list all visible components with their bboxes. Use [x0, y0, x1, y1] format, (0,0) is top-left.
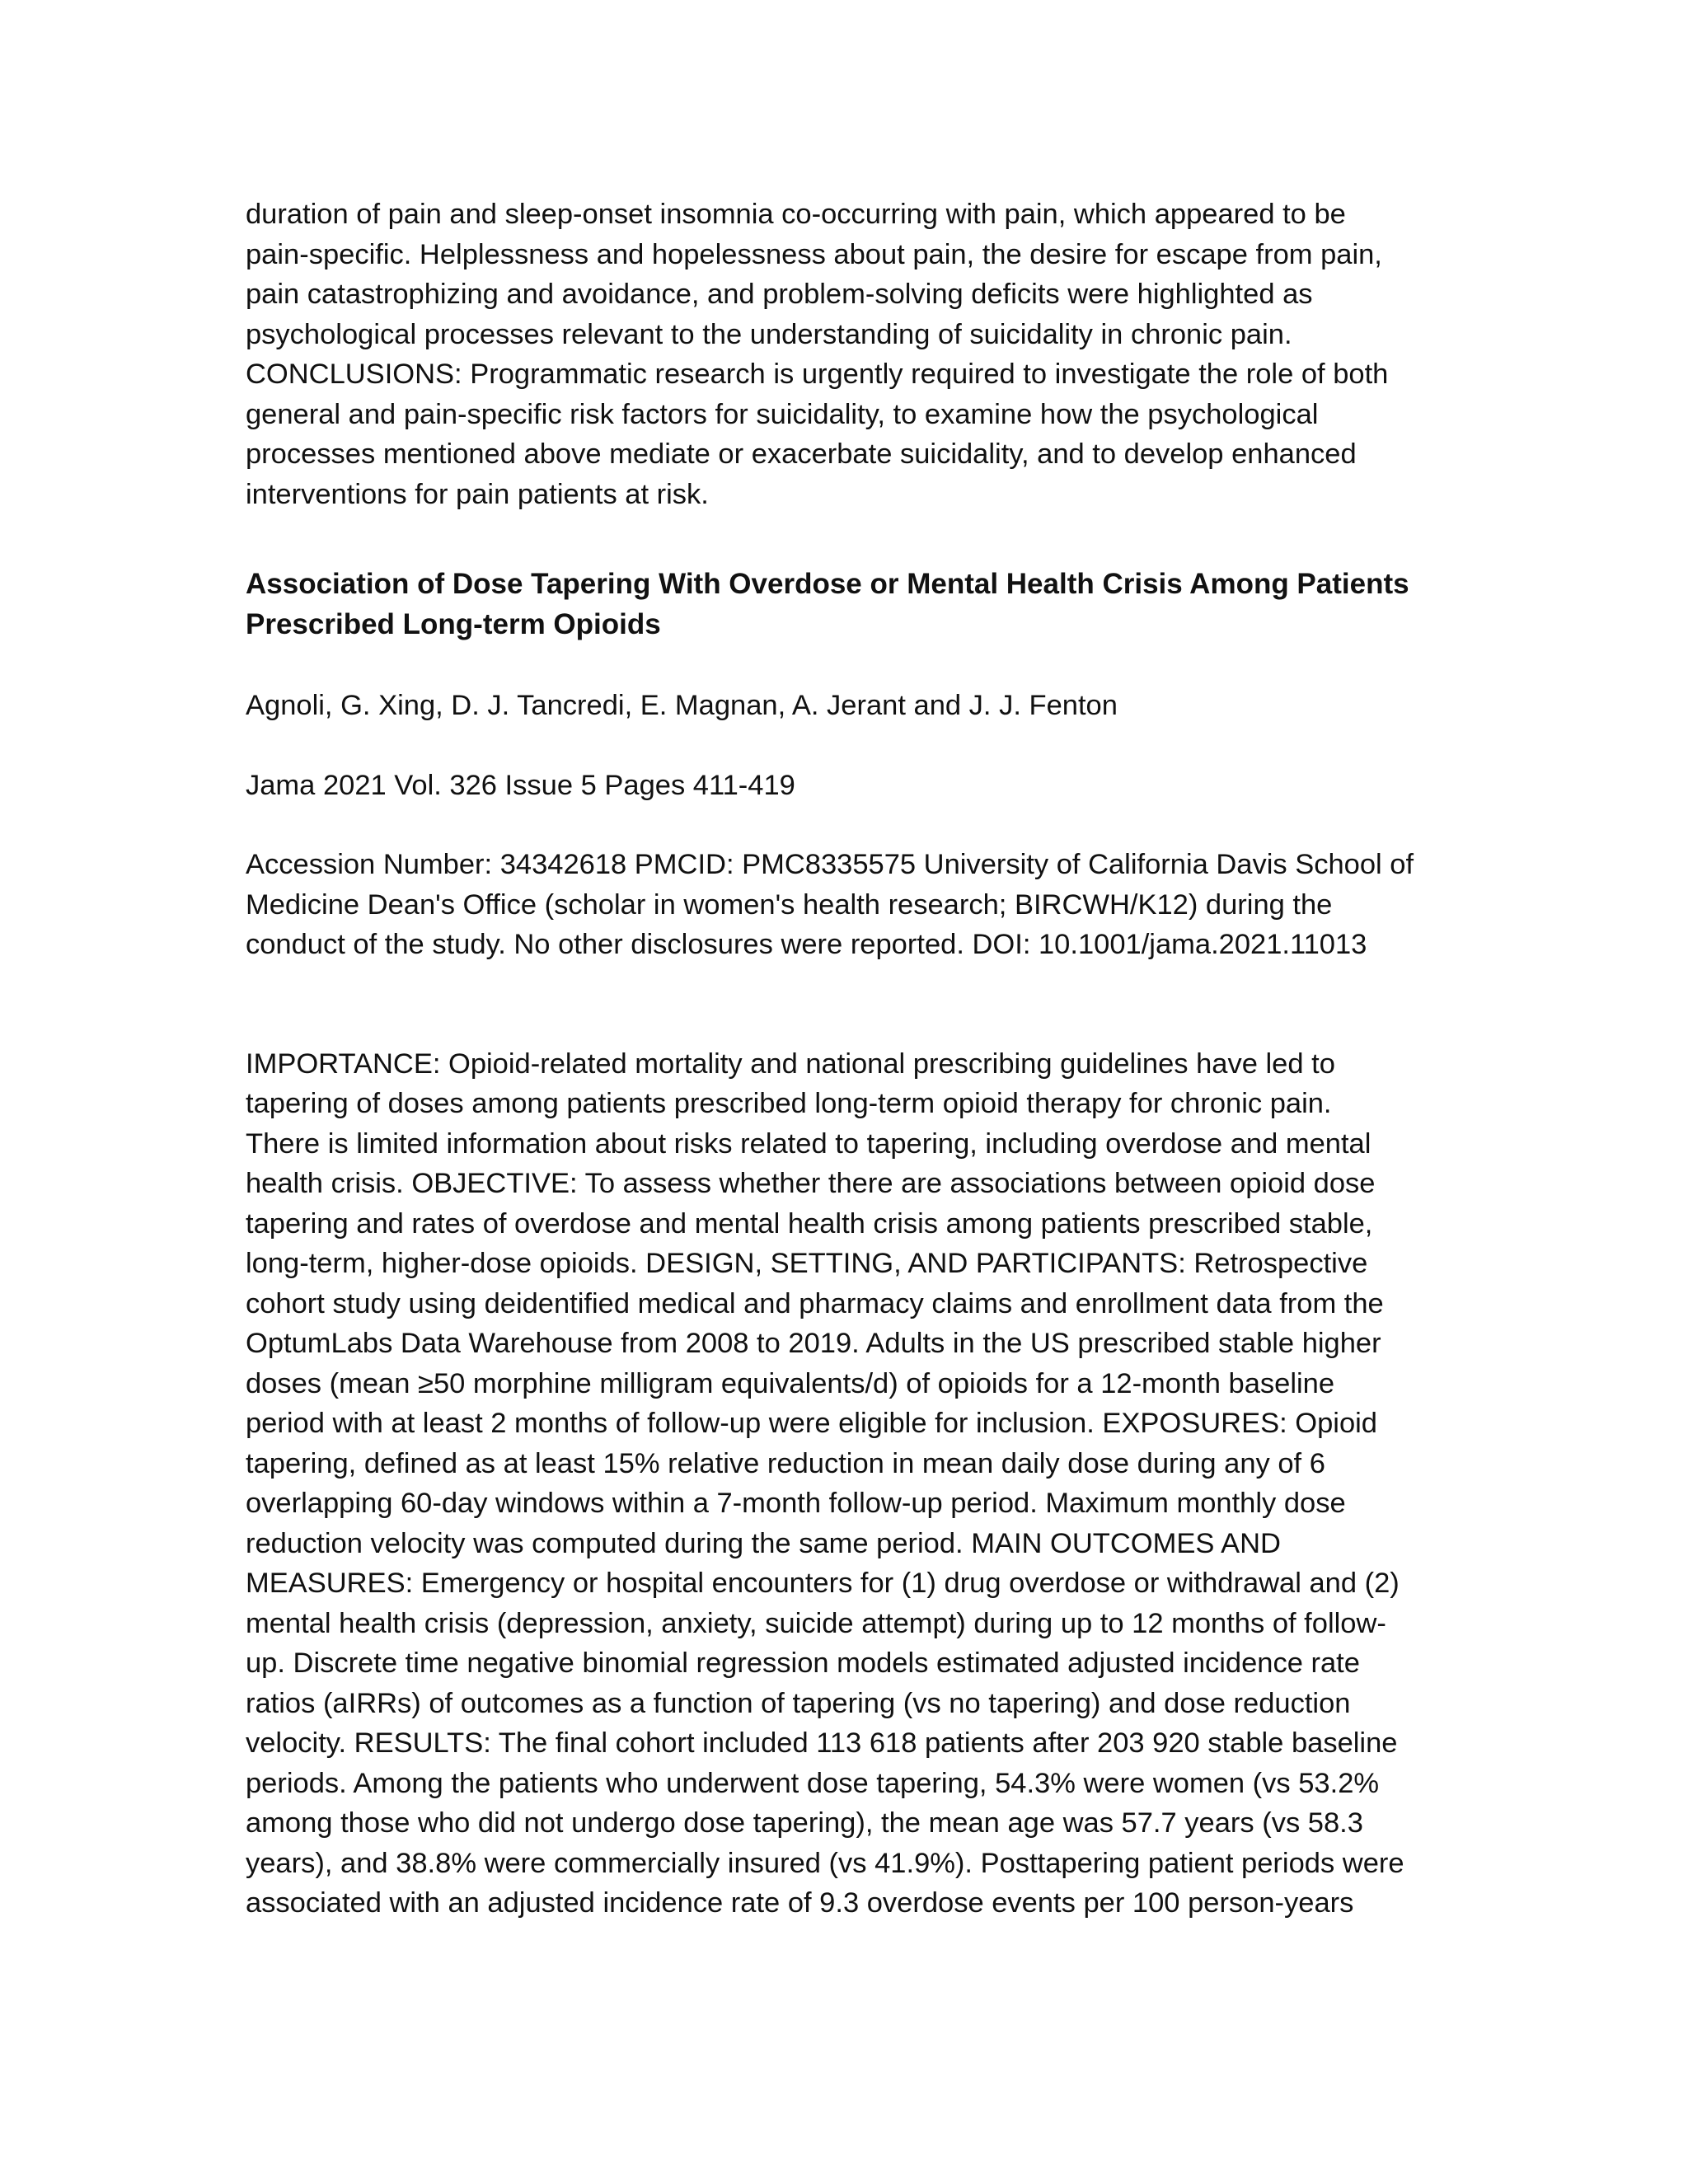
text-line: duration of pain and sleep-onset insomnia co-occurring with pain, which appeared to be [246, 199, 1346, 230]
text-line: doses (mean ≥50 morphine milligram equivalents/d) of opioids for a 12-month baseline [246, 1367, 1335, 1399]
text-line: OptumLabs Data Warehouse from 2008 to 2019. Adults in the US prescribed stable higher [246, 1328, 1381, 1359]
title-line: Prescribed Long-term Opioids [246, 608, 661, 640]
text-line: processes mentioned above mediate or exacerbate suicidality, and to develop enhanced [246, 438, 1357, 470]
text-line: velocity. RESULTS: The final cohort included 113 618 patients after 203 920 stable baseline [246, 1727, 1398, 1759]
text-line: up. Discrete time negative binomial regression models estimated adjusted incidence rate [246, 1647, 1360, 1679]
article-abstract [246, 1044, 1465, 1924]
text-line: reduction velocity was computed during the same period. MAIN OUTCOMES AND [246, 1527, 1281, 1559]
text-line: tapering and rates of overdose and mental health crisis among patients prescribed stable, [246, 1207, 1373, 1240]
text-line: mental health crisis (depression, anxiety, suicide attempt) during up to 12 months of follow- [246, 1607, 1386, 1639]
text-line: health crisis. OBJECTIVE: To assess whether there are associations between opioid dose [246, 1168, 1376, 1199]
text-line: tapering, defined as at least 15% relative reduction in mean daily dose during any of 6 [246, 1447, 1325, 1479]
text-line: cohort study using deidentified medical and pharmacy claims and enrollment data from the [246, 1287, 1384, 1319]
text-line: conduct of the study. No other disclosures were reported. DOI: 10.1001/jama.2021.11013 [246, 929, 1367, 960]
text-line: pain catastrophizing and avoidance, and problem-solving deficits were highlighted as [246, 279, 1313, 310]
document-page [246, 194, 1465, 1924]
text-line: Accession Number: 34342618 PMCID: PMC8335575 University of California Davis School of [246, 849, 1414, 880]
previous-abstract-continuation [246, 194, 1465, 514]
text-line: psychological processes relevant to the understanding of suicidality in chronic pain. [246, 318, 1292, 350]
text-line: CONCLUSIONS: Programmatic research is urgently required to investigate the role of both [246, 359, 1389, 390]
text-line: years), and 38.8% were commercially insured (vs 41.9%). Posttapering patient periods were [246, 1847, 1404, 1879]
text-line: overlapping 60-day windows within a 7-month follow-up period. Maximum monthly dose [246, 1488, 1346, 1519]
article-authors: Agnoli, G. Xing, D. J. Tancredi, E. Magnan, A. Jerant and J. J. Fenton [246, 690, 1118, 721]
text-line: general and pain-specific risk factors for suicidality, to examine how the psychological [246, 398, 1319, 430]
text-line: among those who did not undergo dose tapering), the mean age was 57.7 years (vs 58.3 [246, 1807, 1363, 1839]
article-source: Jama 2021 Vol. 326 Issue 5 Pages 411-419 [246, 769, 795, 801]
text-line: Medicine Dean's Office (scholar in women's health research; BIRCWH/K12) during the [246, 888, 1333, 921]
text-line: ratios (aIRRs) of outcomes as a function of tapering (vs no tapering) and dose reduction [246, 1687, 1351, 1719]
article-title [246, 564, 1465, 644]
article-accession-info [246, 845, 1465, 965]
text-line: MEASURES: Emergency or hospital encounters for (1) drug overdose or withdrawal and (2) [246, 1568, 1400, 1599]
title-line: Association of Dose Tapering With Overdose or Mental Health Crisis Among Patients [246, 568, 1409, 600]
text-line: long-term, higher-dose opioids. DESIGN, SETTING, AND PARTICIPANTS: Retrospective [246, 1248, 1368, 1279]
text-line: There is limited information about risks related to tapering, including overdose and mental [246, 1127, 1372, 1160]
text-line: IMPORTANCE: Opioid-related mortality and national prescribing guidelines have led to [246, 1047, 1335, 1080]
text-line: periods. Among the patients who underwent dose tapering, 54.3% were women (vs 53.2% [246, 1767, 1380, 1799]
text-line: associated with an adjusted incidence rate of 9.3 overdose events per 100 person-years [246, 1887, 1354, 1919]
text-line: period with at least 2 months of follow-up were eligible for inclusion. EXPOSURES: Opioid [246, 1408, 1377, 1439]
text-line: tapering of doses among patients prescribed long-term opioid therapy for chronic pain. [246, 1088, 1332, 1119]
text-line: interventions for pain patients at risk. [246, 478, 709, 510]
text-line: pain-specific. Helplessness and hopelessness about pain, the desire for escape from pain, [246, 238, 1382, 270]
